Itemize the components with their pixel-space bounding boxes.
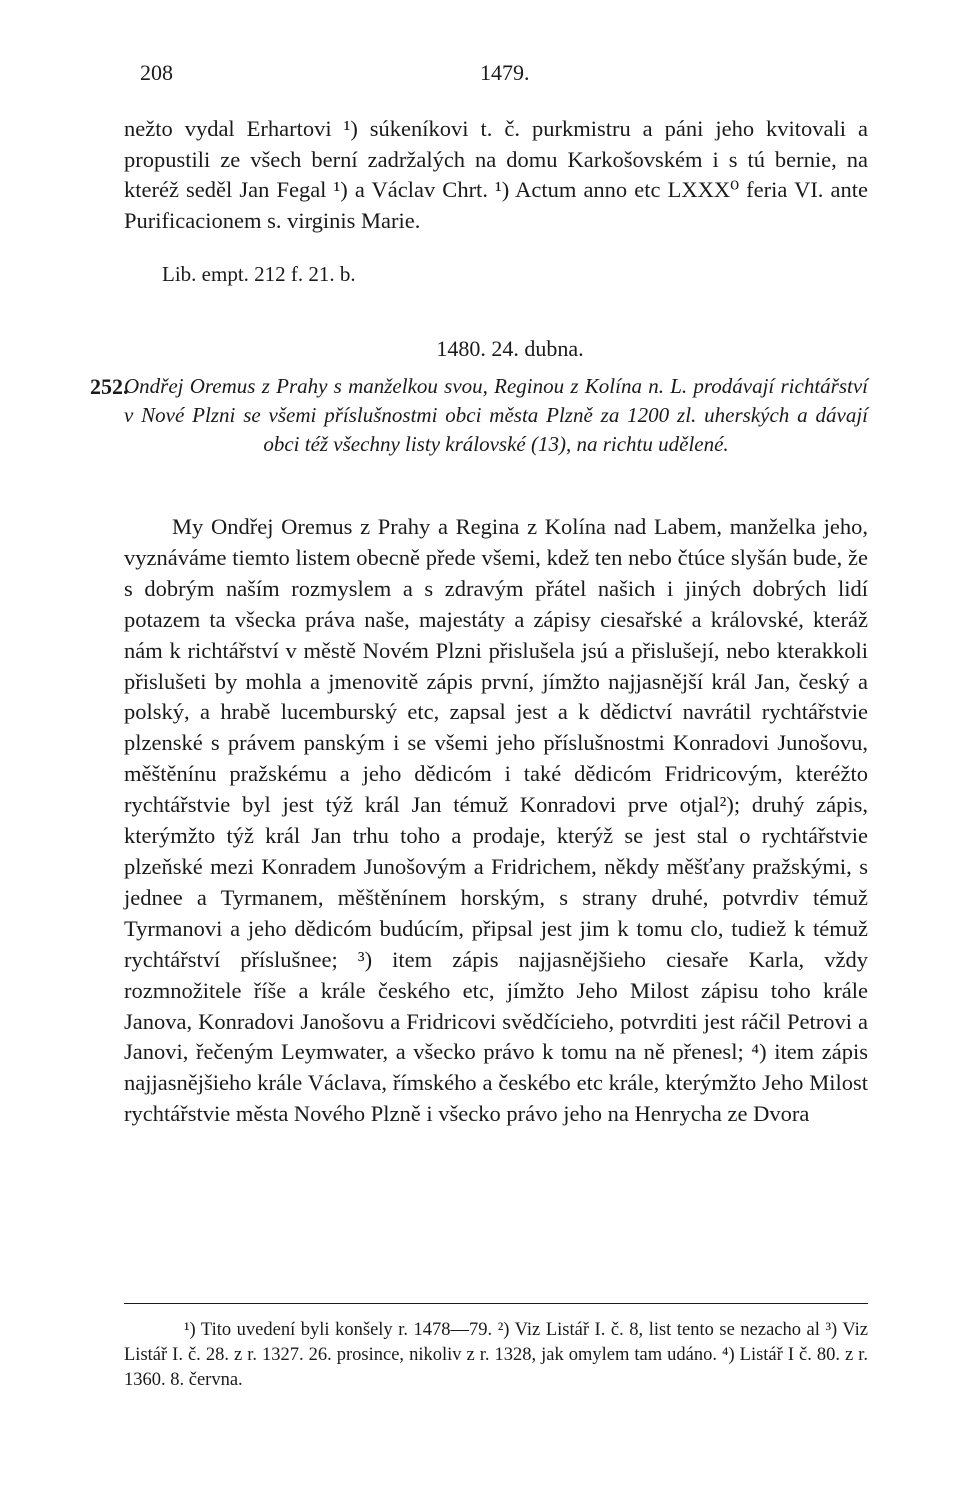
source-reference: Lib. empt. 212 f. 21. b. bbox=[162, 262, 356, 286]
page-header bbox=[140, 60, 870, 90]
document-body bbox=[124, 512, 868, 1130]
footnote-divider bbox=[124, 1303, 868, 1304]
footnotes-text: ¹) Tito uvedení byli konšely r. 1478—79. ²) Viz Listář I. č. 8, list tento se nezacho al ³) Viz Listář I. č. 28. z r. 1327. 26. prosince, nikoliv z r. 1328, jak omylem tam udáno. ⁴) Listář I č. 80. z r. 1360. 8. června. bbox=[124, 1320, 868, 1390]
document-number: 252. bbox=[90, 374, 129, 399]
page-number: 208 bbox=[140, 60, 173, 85]
running-year: 1479. bbox=[480, 60, 530, 85]
continuation-text: nežto vydal Erhartovi ¹) súkeníkovi t. č. purkmistru a páni jeho kvitovali a propustili ze všech berní zadržalých na domu Karkošovském i s tú bernie, na kteréž seděl Jan Fegal ¹) a Václav Chrt. ¹) Actum anno etc LXXX⁰ feria VI. ante Purificacionem s. virginis Marie. bbox=[124, 116, 868, 233]
document-regest bbox=[90, 372, 868, 459]
body-paragraph: My Ondřej Oremus z Prahy a Regina z Kolína nad Labem, manželka jeho, vyznáváme tiemto listem obecně přede všemi, kdež ten nebo čtúce slyšán bude, že s dobrým naším rozmyslem a s zdravým přátel našich i jiných dobrých lidí potazem ta všecka práva naše, majestáty a zápisy ciesařské a královské, kteráž nám k richtářství v městě Novém Plzni přislušela jsú a přislušejí, nebo kterakkoli přislušeti by mohla a jmenovitě zápis první, jímžto najjasnější král Jan, český a polský, a hrabě lucemburský etc, zapsal jest a k dědictví navrátil rychtářstvie plzenské s právem panským i se všemi jeho příslušnostmi Konradovi Junošovu, měštěnínu pražskému a jeho dědicóm i také dědicóm Fridricovým, kteréžto rychtářstvie byl jest týž král Jan témuž Konradovi prve otjal²); druhý zápis, kterýmžto týž král Jan trhu toho a prodaje, kterýž se jest stal o rychtářstvie plzeňské mezi Konradem Junošovým a Fridrichem, někdy měšťany pražskými, s jednee a Tyrmanem, měštěnínem horským, s strany druhé, potvrdiv témuž Tyrmanovi a jeho dědicóm budúcím, připsal jest jim k tomu clo, tudiež k témuž rychtářství příslušnee; ³) item zápis najjasnějšieho ciesaře Karla, vždy rozmnožitele říše a krále českého etc, jímžto Jeho Milost zápisu toho krále Janova, Konradovi Janošovu a Fridricovi svědčícieho, potvrditi jest ráčil Petrovi a Janovi, řečeným Leymwater, a všecko právo k tomu na ně přenesl; ⁴) item zápis najjasnějšieho krále Václava, římského a českébo etc krále, kterýmžto Jeho Milost rychtářstvie města Nového Plzně i všecko právo jeho na Henrycha ze Dvora bbox=[124, 514, 868, 1127]
footnotes bbox=[124, 1318, 868, 1393]
document-date: 1480. 24. dubna. bbox=[436, 336, 584, 361]
continuation-paragraph bbox=[124, 114, 868, 236]
regest-text: Ondřej Oremus z Prahy s manželkou svou, Reginou z Kolína n. L. prodávají richtářství v Nové Plzni se všemi příslušnostmi obci města Plzně za 1200 zl. uherských a dávají obci též všechny listy královské (13), na richtu udělené. bbox=[124, 374, 868, 456]
